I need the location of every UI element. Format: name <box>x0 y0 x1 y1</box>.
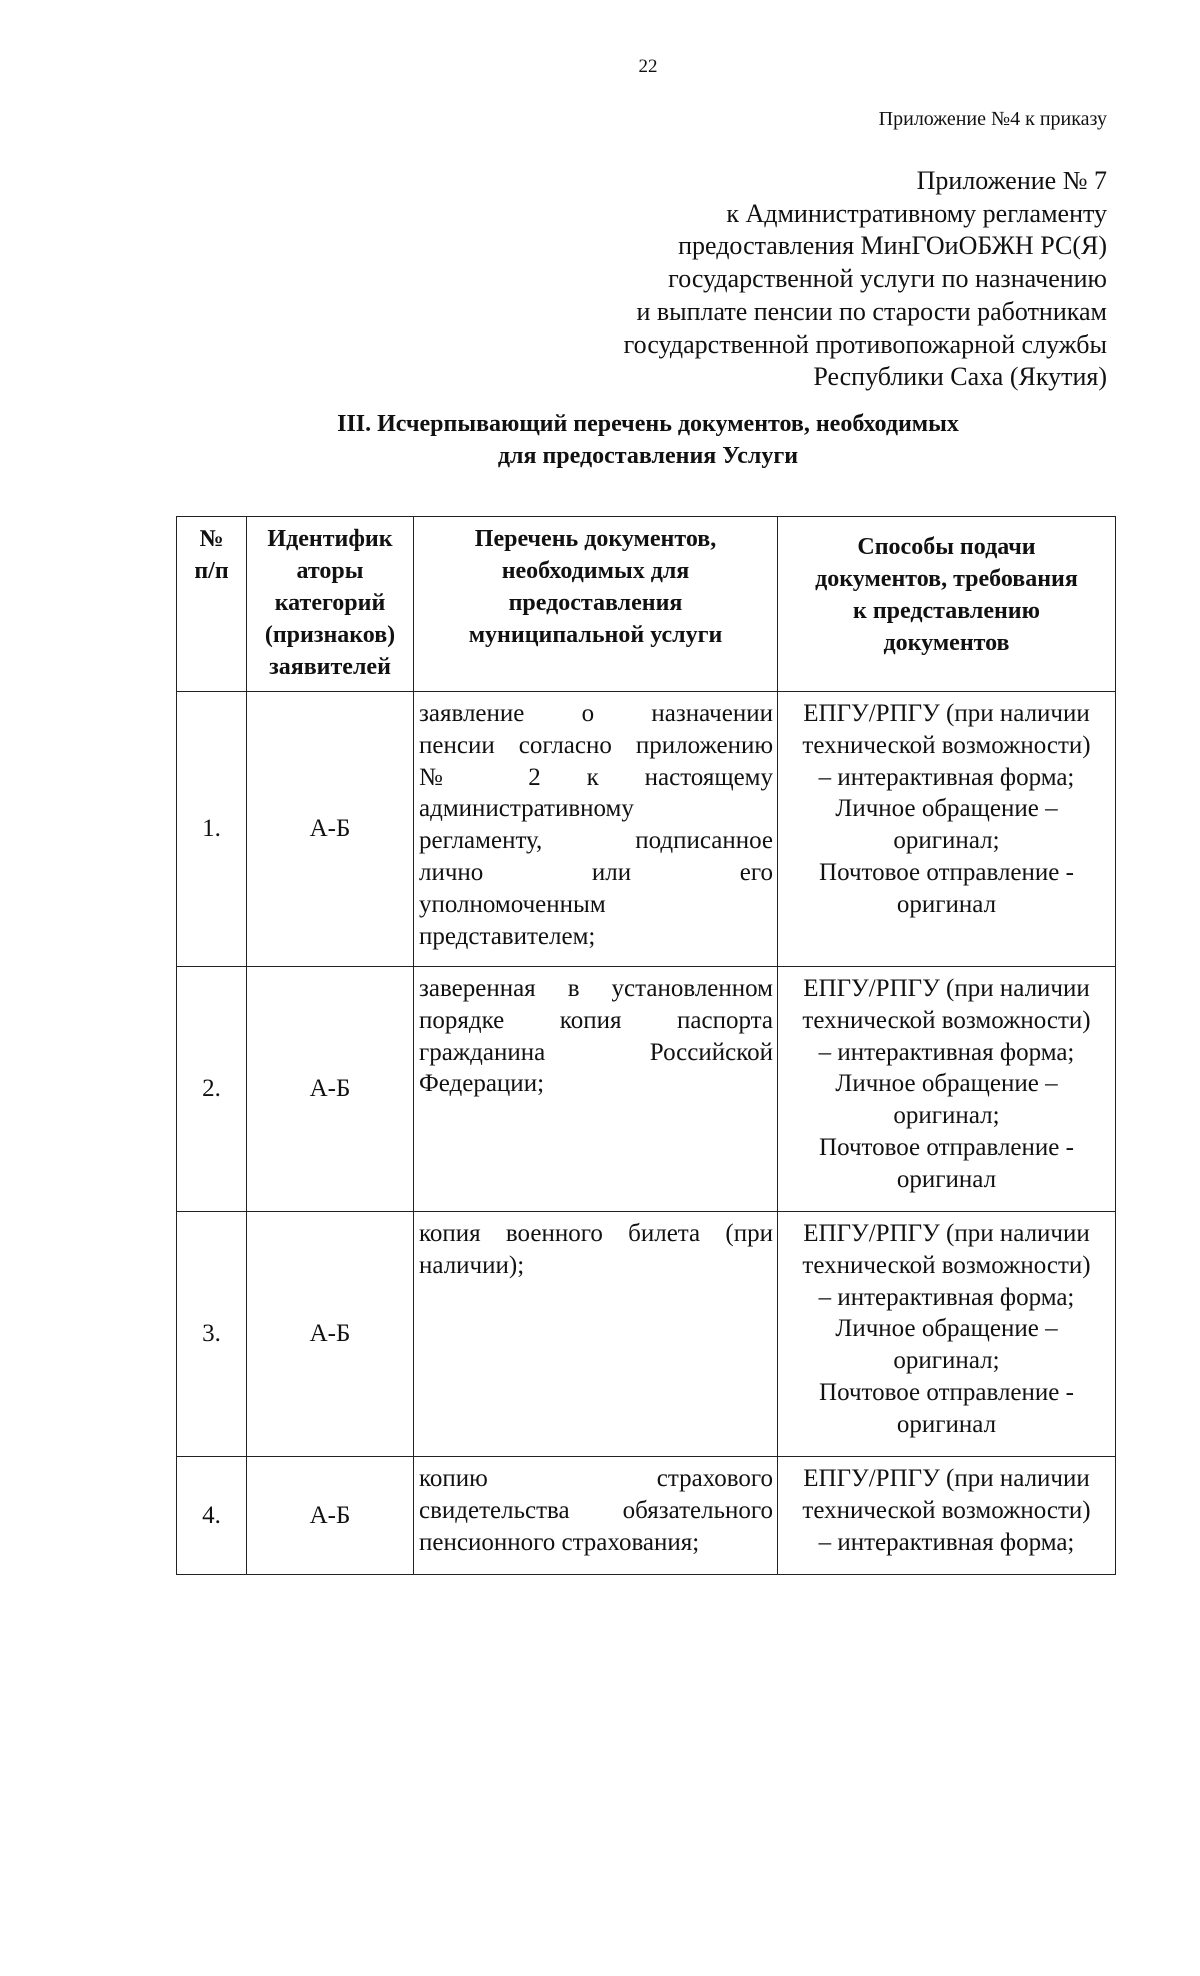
appendix-line: и выплате пенсии по старости работникам <box>636 296 1107 326</box>
method-line: оригинал; <box>893 827 1000 855</box>
row-documents <box>414 692 778 967</box>
header-line: муниципальной услуги <box>468 622 723 648</box>
method-line: оригинал; <box>893 1102 1000 1130</box>
method-line: ЕПГУ/РПГУ (при наличии <box>803 700 1090 727</box>
doc-line: свидетельства обязательного <box>419 1496 773 1524</box>
section-title <box>0 408 1200 472</box>
header-line: документов <box>883 630 1010 656</box>
header-line: заявителей <box>269 654 391 680</box>
row-category: А-Б <box>247 1212 414 1457</box>
header-methods <box>778 517 1116 692</box>
header-line: Перечень документов, <box>474 526 717 552</box>
doc-line: представителем; <box>419 922 596 950</box>
row-documents <box>414 1212 778 1457</box>
row-category: А-Б <box>247 1457 414 1575</box>
method-line: оригинал; <box>893 1347 1000 1375</box>
method-line: оригинал <box>896 1165 997 1193</box>
row-documents <box>414 967 778 1212</box>
appendix-line: к Административному регламенту <box>726 198 1107 228</box>
method-line: Почтовое отправление - <box>819 1133 1074 1161</box>
doc-line: копию страхового <box>419 1465 773 1492</box>
doc-line: заверенная в установленном <box>419 975 773 1002</box>
documents-table <box>176 516 1116 1575</box>
row-category: А-Б <box>247 967 414 1212</box>
doc-line: пенсии согласно приложению <box>419 731 773 759</box>
doc-line: гражданина Российской <box>419 1038 773 1066</box>
header-line: п/п <box>194 558 229 584</box>
table-row <box>177 1457 1116 1575</box>
method-line: Личное обращение – <box>835 1315 1058 1343</box>
row-num: 1. <box>177 692 247 967</box>
method-line: – интерактивная форма; <box>818 1283 1075 1311</box>
doc-line: Федерации; <box>419 1070 545 1098</box>
doc-line: пенсионного страхования; <box>419 1528 700 1556</box>
header-line: № <box>199 526 224 552</box>
method-line: Почтовое отправление - <box>819 1378 1074 1406</box>
doc-line: регламенту, подписанное <box>419 827 773 855</box>
method-line: технической возможности) <box>802 1496 1091 1524</box>
header-num <box>177 517 247 692</box>
method-line: – интерактивная форма; <box>818 1528 1075 1556</box>
section-title-line: III. Исчерпывающий перечень документов, необходимых <box>337 411 959 437</box>
header-category <box>247 517 414 692</box>
header-line: предоставления <box>508 590 683 616</box>
row-num: 4. <box>177 1457 247 1575</box>
doc-line: копия военного билета (при <box>419 1220 773 1247</box>
doc-line: уполномоченным <box>419 890 606 918</box>
method-line: – интерактивная форма; <box>818 763 1075 791</box>
method-line: – интерактивная форма; <box>818 1038 1075 1066</box>
header-documents <box>414 517 778 692</box>
header-line: аторы <box>296 558 364 584</box>
appendix-line: предоставления МинГОиОБЖН РС(Я) <box>678 231 1107 261</box>
row-documents <box>414 1457 778 1575</box>
header-line: документов, требования <box>815 566 1078 592</box>
header-line: (признаков) <box>264 622 396 648</box>
method-line: технической возможности) <box>802 731 1091 759</box>
method-line: технической возможности) <box>802 1006 1091 1034</box>
row-methods <box>778 1212 1116 1457</box>
appendix-line: Республики Саха (Якутия) <box>813 362 1107 392</box>
doc-line: № 2 к настоящему <box>419 763 773 791</box>
method-line: Личное обращение – <box>835 795 1058 823</box>
method-line: ЕПГУ/РПГУ (при наличии <box>803 1465 1090 1492</box>
header-line: необходимых для <box>501 558 690 584</box>
header-line: категорий <box>274 590 386 616</box>
doc-line: лично или его <box>419 858 773 886</box>
row-num: 2. <box>177 967 247 1212</box>
method-line: ЕПГУ/РПГУ (при наличии <box>803 975 1090 1002</box>
method-line: технической возможности) <box>802 1251 1091 1279</box>
doc-line: административному <box>419 795 634 823</box>
header-line: Идентифик <box>267 526 393 552</box>
section-title-line: для предоставления Услуги <box>497 443 799 469</box>
row-methods <box>778 1457 1116 1575</box>
table-header-row <box>177 517 1116 692</box>
appendix-header <box>624 165 1107 394</box>
row-category: А-Б <box>247 692 414 967</box>
page-number: 22 <box>638 56 658 77</box>
appendix-note: Приложение №4 к приказу <box>878 108 1107 130</box>
doc-line: заявление о назначении <box>419 700 773 727</box>
row-methods <box>778 967 1116 1212</box>
appendix-line: государственной противопожарной службы <box>623 329 1107 359</box>
doc-line: порядке копия паспорта <box>419 1006 773 1034</box>
method-line: Почтовое отправление - <box>819 858 1074 886</box>
method-line: оригинал <box>896 1410 997 1438</box>
row-methods <box>778 692 1116 967</box>
table-row <box>177 692 1116 967</box>
appendix-line: Приложение № 7 <box>916 166 1107 195</box>
method-line: ЕПГУ/РПГУ (при наличии <box>803 1220 1090 1247</box>
row-num: 3. <box>177 1212 247 1457</box>
header-line: к представлению <box>853 598 1040 624</box>
appendix-line: государственной услуги по назначению <box>668 264 1107 294</box>
header-line: Способы подачи <box>857 534 1036 560</box>
method-line: оригинал <box>896 890 997 918</box>
table-row <box>177 1212 1116 1457</box>
doc-line: наличии); <box>419 1251 525 1279</box>
method-line: Личное обращение – <box>835 1070 1058 1098</box>
table-row <box>177 967 1116 1212</box>
